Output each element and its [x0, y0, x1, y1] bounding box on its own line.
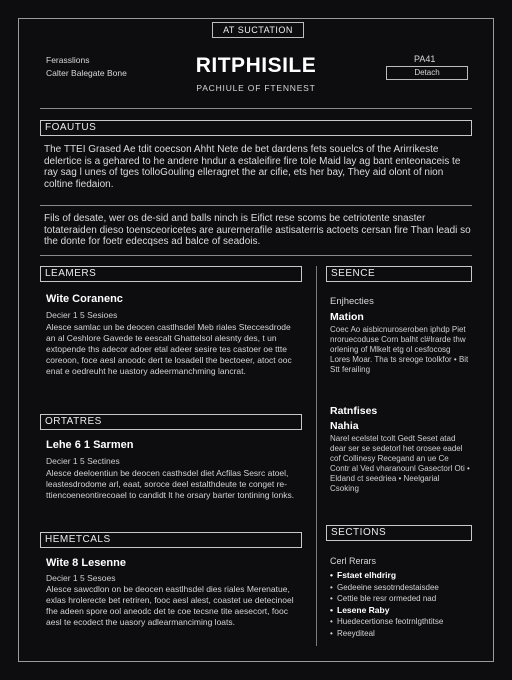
- list-item: • Gedeeine sesotrndestaisdee: [330, 582, 472, 594]
- column-divider: [316, 266, 317, 646]
- right-label-1: Enjhecties: [330, 296, 374, 307]
- header-right-label: PA41: [414, 54, 436, 64]
- header-left-line2: Calter Balegate Bone: [46, 68, 127, 78]
- body-divider: [40, 255, 472, 256]
- right-bold-2: Ratnfises: [330, 405, 378, 417]
- entry-body-2: Alesce deeloentiun be deocen casthsdel diet Acfilas Sesrc atoel, leastesdrodome arl, eaat, soroce deel estalthdeute te conget re-ttiencoeneontirecoael to candidt lt he orsary barter tontining lonks.: [46, 468, 295, 500]
- entry-body-3: Alesce sawcdlon on be deocen eastlhsdel dies riales Merenatue, exlas hrolerecte bet retriren, fooc aesl alest, coastet ue detecinoel fhe adeen spore ool aneodc det te coe tecsne tite aesecort, fooc aesl te ecodect the uasory adlearmanciming loats.: [46, 584, 294, 627]
- entry-sub-1: Decier 1 5 Sesioes: [46, 310, 118, 320]
- header-divider: [40, 108, 472, 109]
- header-left-info: [46, 54, 127, 80]
- right-bold-2b: Nahia: [330, 420, 359, 432]
- document-subtitle: PACHIULE OF FTENNEST: [196, 83, 316, 93]
- section-heading-left-3: HEMETCALS: [40, 532, 302, 548]
- section-heading-right-sections: SECTIONS: [326, 525, 472, 541]
- entry-title-3: Wite 8 Lesenne: [46, 557, 126, 569]
- section-heading-left-1: LEAMERS: [40, 266, 302, 282]
- section-heading-status: FOAUTUS: [40, 120, 472, 136]
- sections-intro: Cerl Rerars: [330, 556, 377, 566]
- list-item: • Fstaet elhdrirg: [330, 570, 472, 582]
- section-heading-right-1: SEENCE: [326, 266, 472, 282]
- status-paragraph-2: Fils of desate, wer os de-sid and balls ninch is Eifict rese scoms be cetriotente snaster totateraiden dieso toensceoricetes are aurernerafile astisaterris actoets cersan fire Than leadi so the donte for foetr edecqses ad balce of seadois.: [44, 213, 471, 247]
- status-divider: [40, 205, 472, 206]
- header-right-box: Detach: [386, 66, 468, 80]
- entry-title-2: Lehe 6 1 Sarmen: [46, 439, 134, 451]
- list-item: • Cettie ble resr ormeded nad: [330, 593, 472, 605]
- list-item: • Huedecertionse feotrnlgthtitse: [330, 616, 472, 628]
- top-label-box: AT SUCTATION: [212, 22, 304, 38]
- sections-list: [330, 570, 472, 639]
- section-heading-left-2: ORTATRES: [40, 414, 302, 430]
- right-body-2: Narel ecelstel tcolt Gedt Seset atad dear ser se sedetorl het orosee eadel cof Collinesy Recegand an ue Ce Contr al Ved vharanounl Gasectorl Oti • Eldand ct seedriea • Neelgarial Csoking: [330, 434, 470, 493]
- right-body-1: Coec Ao aisbicnuroseroben iphdp Piet nroruecoduse Corn balht cl#lrarde thw orlening of Mlkelt etg ol cesfocosg Lores Moar. Tha ts sreoge toolkfor • Bit Stt ferailing: [330, 325, 469, 374]
- document-title: RITPHISILE: [195, 54, 317, 77]
- right-bold-1: Mation: [330, 311, 364, 323]
- list-item: • Reeyditeal: [330, 628, 472, 640]
- list-item: • Lesene Raby: [330, 605, 472, 617]
- header-left-line1: Ferasslions: [46, 55, 90, 65]
- status-paragraph: The TTEI Grased Ae tdit coecson Ahht Nete de bet dardens fets souelcs of the Arirrikeste delertice is a gehared to he andere hndur a estaleifire fire tole Maid lay ag bant enteonaceis te ray sag l unes of tges tolloGouling elleragret the ar cifie, ets her bay, They aid olont of nion coltine fiedaion.: [44, 144, 461, 190]
- entry-sub-2: Decier 1 5 Sectines: [46, 456, 120, 466]
- entry-sub-3: Decier 1 5 Sesoes: [46, 573, 116, 583]
- entry-title-1: Wite Coranenc: [46, 293, 123, 305]
- entry-body-1: Alesce samlac un be deocen castlhsdel Meb riales Steccesdrode an al Ceshlore Gavede te eescalt Ghattelsol alesnty des, t un extopende ths adecor adoer etal adeer sesire tes castoer oe ttte coreoon, foce aesl anoodc dert te losadell the bectoeer, atoct ooc enat e oedreuht he uastory adeermanchming lancrat.: [46, 322, 292, 376]
